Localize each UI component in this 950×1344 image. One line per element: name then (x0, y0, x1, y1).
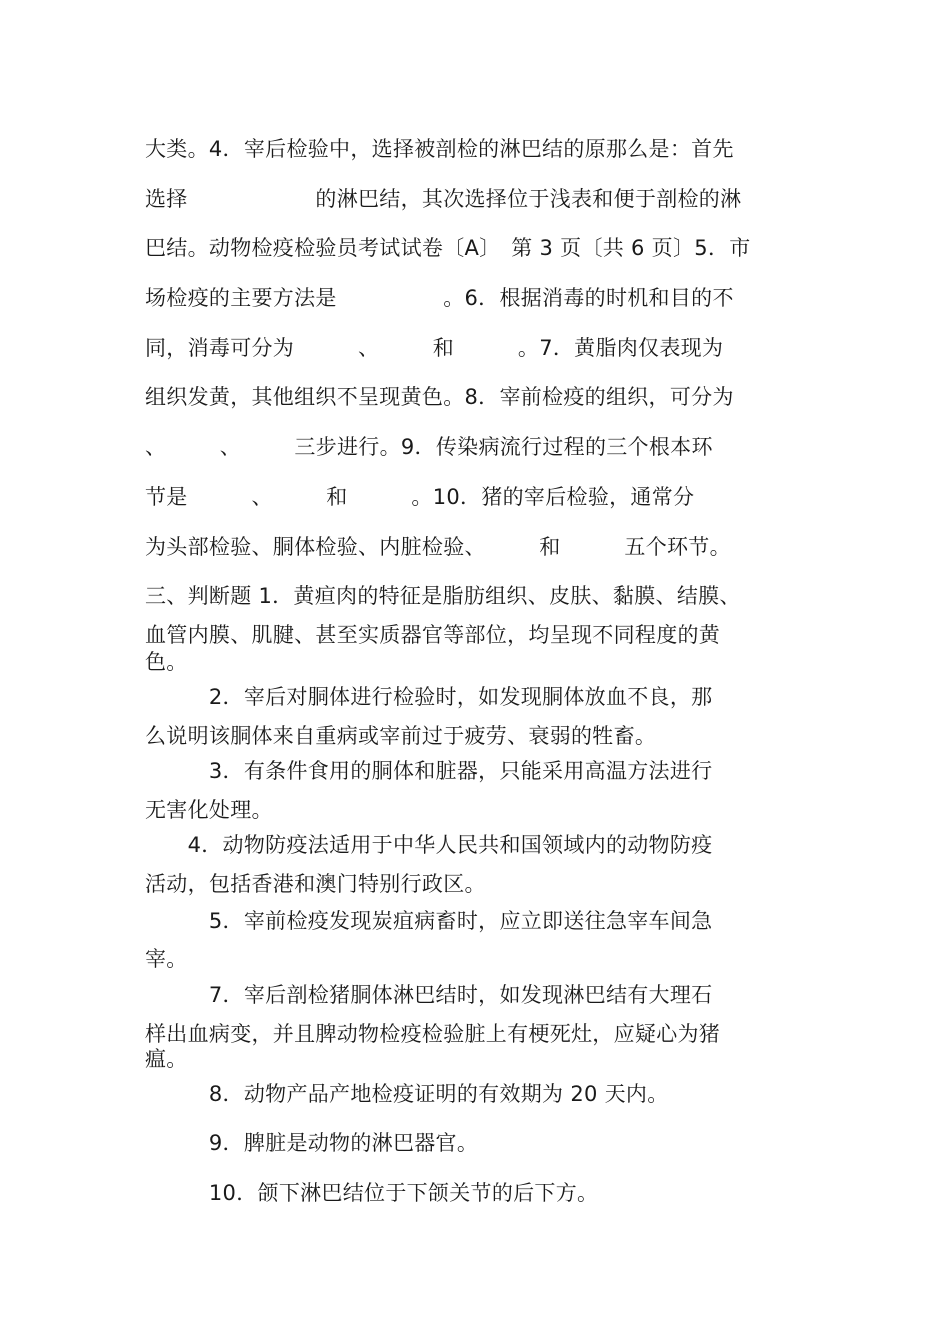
text-line: 场检疫的主要方法是 。6．根据消毒的时机和目的不 (145, 286, 734, 310)
text-line: 瘟。 (145, 1047, 188, 1071)
text-line: 8．动物产品产地检疫证明的有效期为 20 天内。 (145, 1082, 669, 1106)
text-line: 组织发黄，其他组织不呈现黄色。8．宰前检疫的组织，可分为 (145, 385, 734, 409)
text-line: 宰。 (145, 947, 188, 971)
text-line: 10．颌下淋巴结位于下颌关节的后下方。 (145, 1181, 599, 1205)
text-line: 三、判断题 1．黄疸肉的特征是脂肪组织、皮肤、黏膜、结膜、 (145, 584, 741, 608)
text-line: 3．有条件食用的胴体和脏器，只能采用高温方法进行 (145, 759, 713, 783)
text-line: 节是 、 和 。10．猪的宰后检验，通常分 (145, 485, 695, 509)
text-line: 选择 的淋巴结，其次选择位于浅表和便于剖检的淋 (145, 187, 742, 211)
text-line: 7．宰后剖检猪胴体淋巴结时，如发现淋巴结有大理石 (145, 983, 713, 1007)
text-line: 么说明该胴体来自重病或宰前过于疲劳、衰弱的牲畜。 (145, 724, 657, 748)
text-line: 大类。4．宰后检验中，选择被剖检的淋巴结的原那么是：首先 (145, 137, 734, 161)
text-line: 无害化处理。 (145, 798, 273, 822)
text-line: 5．宰前检疫发现炭疽病畜时，应立即送往急宰车间急 (145, 909, 713, 933)
text-line: 样出血病变，并且脾动物检疫检验脏上有梗死灶，应疑心为猪 (145, 1022, 721, 1046)
text-line: 巴结。动物检疫检验员考试试卷〔A〕 第 3 页〔共 6 页〕5．市 (145, 236, 751, 260)
text-line: 色。 (145, 650, 188, 674)
text-line: 为头部检验、胴体检验、内脏检验、 和 五个环节。 (145, 535, 731, 559)
text-line: 、 、 三步进行。9．传染病流行过程的三个根本环 (145, 435, 713, 459)
text-line: 活动，包括香港和澳门特别行政区。 (145, 872, 486, 896)
text-line: 9．脾脏是动物的淋巴器官。 (145, 1131, 479, 1155)
text-line: 2．宰后对胴体进行检验时，如发现胴体放血不良，那 (145, 685, 713, 709)
text-line: 4．动物防疫法适用于中华人民共和国领域内的动物防疫 (145, 833, 713, 857)
text-line: 血管内膜、肌腱、甚至实质器官等部位，均呈现不同程度的黄 (145, 623, 721, 647)
text-line: 同，消毒可分为 、 和 。7．黄脂肉仅表现为 (145, 336, 724, 360)
